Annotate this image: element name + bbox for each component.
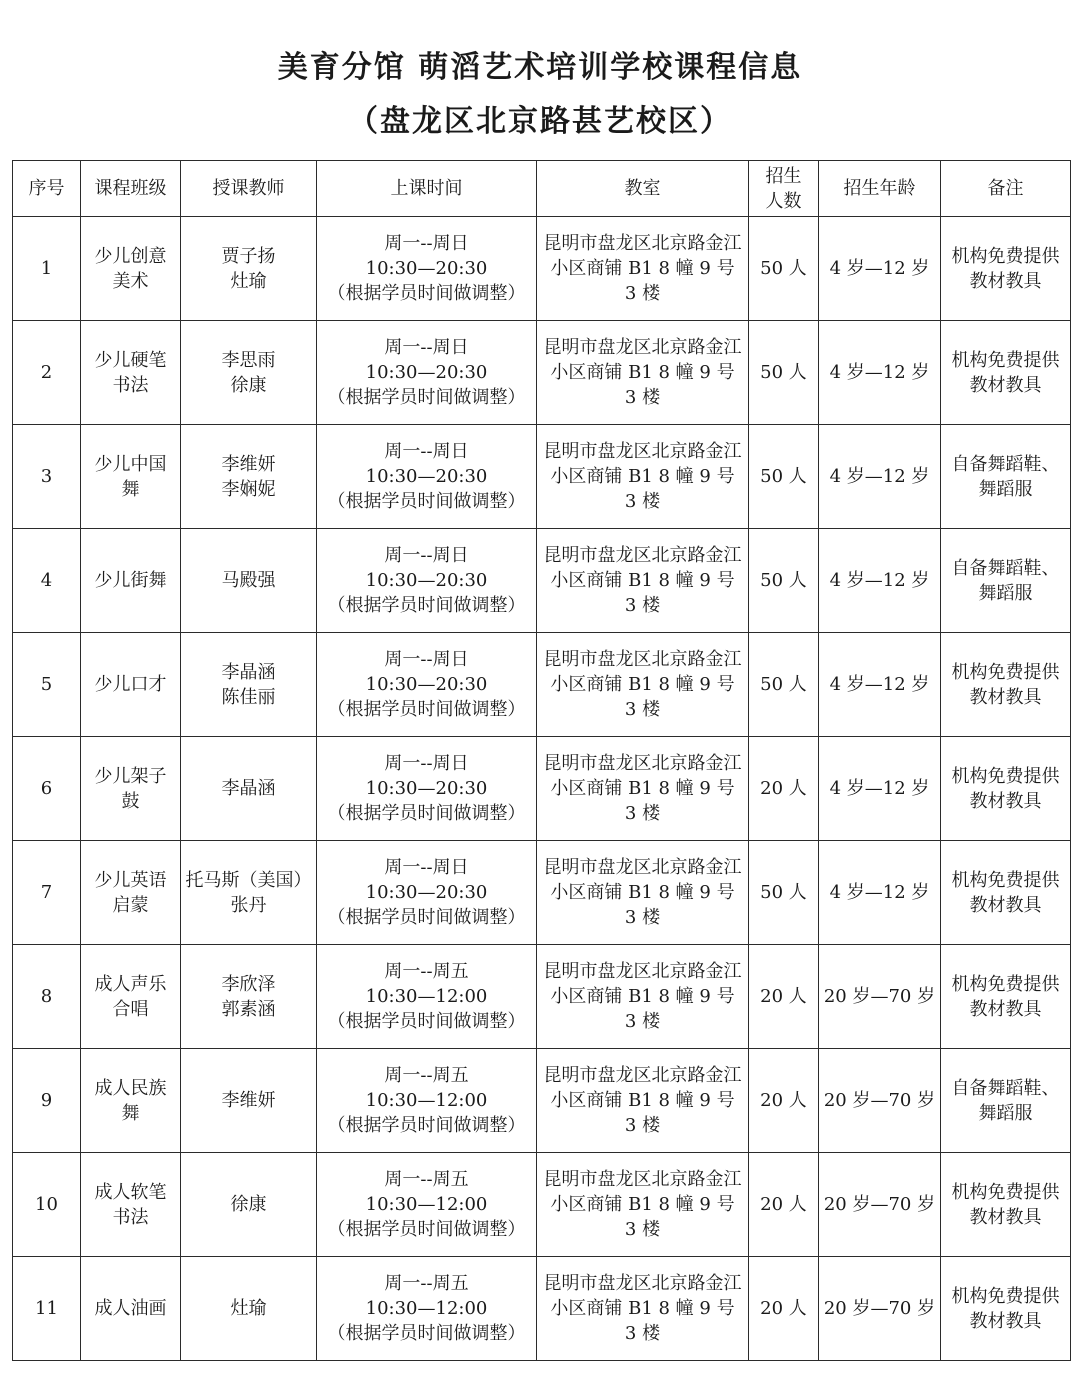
- cell-note-text: 机构免费提供教材教具: [951, 661, 1060, 708]
- cell-quota: [749, 425, 819, 529]
- cell-no-text: 10: [35, 1194, 58, 1215]
- cell-note-text: 自备舞蹈鞋、舞蹈服: [951, 557, 1060, 604]
- cell-course: [81, 737, 181, 841]
- cell-note: [941, 633, 1071, 737]
- document-title: 美育分馆 萌滔艺术培训学校课程信息: [277, 50, 803, 85]
- cell-room: [537, 1049, 749, 1153]
- table-row: [13, 633, 1071, 737]
- table-row: [13, 945, 1071, 1049]
- cell-no-text: 6: [40, 778, 53, 799]
- cell-age-text: 4 岁—12 岁: [829, 778, 930, 799]
- cell-note: [941, 529, 1071, 633]
- cell-note-text: 机构免费提供教材教具: [951, 1181, 1060, 1228]
- cell-time-line: （根据学员时间做调整）: [327, 595, 526, 616]
- cell-time: [317, 1257, 537, 1361]
- cell-time-line: 周一--周日: [384, 545, 469, 566]
- cell-teacher-line: 李欣泽: [221, 973, 276, 995]
- cell-quota-text: 20 人: [760, 1298, 807, 1319]
- cell-course-text: 少儿中国舞: [94, 453, 167, 500]
- cell-time-line: 10:30—20:30: [365, 466, 488, 487]
- cell-no: [13, 841, 81, 945]
- cell-time: [317, 1153, 537, 1257]
- cell-time-line: 10:30—20:30: [365, 362, 488, 383]
- cell-time-line: 周一--周日: [384, 337, 469, 358]
- cell-quota: [749, 737, 819, 841]
- cell-quota: [749, 841, 819, 945]
- cell-time: [317, 1049, 537, 1153]
- cell-no-text: 11: [35, 1298, 58, 1319]
- cell-note: [941, 425, 1071, 529]
- cell-teacher-line: 李维妍: [221, 1090, 276, 1111]
- cell-age-text: 4 岁—12 岁: [829, 466, 930, 487]
- cell-teacher-line: 灶瑜: [230, 270, 267, 292]
- cell-note-text: 机构免费提供教材教具: [951, 973, 1060, 1020]
- cell-teacher-line: 徐康: [230, 1194, 267, 1215]
- cell-no: [13, 1257, 81, 1361]
- header-time: 上课时间: [317, 161, 537, 217]
- cell-time-line: 10:30—20:30: [365, 674, 488, 695]
- cell-time-line: （根据学员时间做调整）: [327, 283, 526, 304]
- cell-time-line: 10:30—12:00: [365, 1090, 488, 1111]
- cell-no-text: 2: [40, 362, 53, 383]
- cell-age: [819, 217, 941, 321]
- cell-note-text: 自备舞蹈鞋、舞蹈服: [951, 1077, 1060, 1124]
- cell-course: [81, 841, 181, 945]
- cell-quota-text: 20 人: [760, 986, 807, 1007]
- cell-age-text: 20 岁—70 岁: [823, 1194, 936, 1215]
- cell-room: [537, 1153, 749, 1257]
- cell-teacher: [181, 529, 317, 633]
- cell-time-line: （根据学员时间做调整）: [327, 1323, 526, 1344]
- cell-time-line: 10:30—20:30: [365, 778, 488, 799]
- cell-no-text: 8: [40, 986, 53, 1007]
- cell-teacher-line: 徐康: [230, 374, 267, 396]
- cell-quota-text: 50 人: [760, 882, 807, 903]
- cell-time: [317, 841, 537, 945]
- cell-time-line: 周一--周日: [384, 441, 469, 462]
- cell-age: [819, 737, 941, 841]
- table-row: [13, 425, 1071, 529]
- table-row: [13, 529, 1071, 633]
- cell-course: [81, 321, 181, 425]
- cell-teacher: [181, 217, 317, 321]
- cell-time-line: （根据学员时间做调整）: [327, 387, 526, 408]
- cell-age: [819, 1153, 941, 1257]
- cell-quota: [749, 1257, 819, 1361]
- cell-course-text: 少儿硬笔书法: [94, 349, 167, 396]
- cell-teacher-line: 郭素涵: [221, 998, 276, 1020]
- cell-course: [81, 217, 181, 321]
- course-table: [12, 160, 1071, 1361]
- cell-quota-text: 50 人: [760, 362, 807, 383]
- cell-quota: [749, 529, 819, 633]
- cell-teacher: [181, 1153, 317, 1257]
- cell-time-line: （根据学员时间做调整）: [327, 1011, 526, 1032]
- cell-note: [941, 1257, 1071, 1361]
- header-quota: [749, 161, 819, 217]
- cell-time-line: 周一--周五: [384, 1273, 469, 1294]
- cell-room: [537, 841, 749, 945]
- cell-note-text: 机构免费提供教材教具: [951, 869, 1060, 916]
- cell-room-text: 昆明市盘龙区北京路金江小区商铺 B1 8 幢 9 号 3 楼: [543, 1065, 742, 1136]
- cell-teacher: [181, 321, 317, 425]
- cell-teacher-line: 贾子扬: [221, 245, 276, 267]
- cell-time-line: 周一--周日: [384, 233, 469, 254]
- cell-note: [941, 841, 1071, 945]
- cell-time-line: 10:30—12:00: [365, 1194, 488, 1215]
- cell-age-text: 4 岁—12 岁: [829, 570, 930, 591]
- cell-time: [317, 633, 537, 737]
- table-row: [13, 737, 1071, 841]
- cell-teacher: [181, 1049, 317, 1153]
- cell-room: [537, 945, 749, 1049]
- cell-teacher-line: 托马斯（美国）: [185, 869, 312, 891]
- cell-time: [317, 529, 537, 633]
- cell-teacher: [181, 633, 317, 737]
- table-row: [13, 321, 1071, 425]
- cell-room: [537, 633, 749, 737]
- cell-note: [941, 1153, 1071, 1257]
- cell-quota-text: 20 人: [760, 1194, 807, 1215]
- cell-no-text: 5: [40, 674, 53, 695]
- cell-teacher-line: 李晶涵: [221, 778, 276, 799]
- cell-time-line: 周一--周日: [384, 857, 469, 878]
- cell-quota-text: 20 人: [760, 1090, 807, 1111]
- cell-no: [13, 1153, 81, 1257]
- cell-time-line: （根据学员时间做调整）: [327, 803, 526, 824]
- cell-teacher: [181, 737, 317, 841]
- cell-quota: [749, 321, 819, 425]
- cell-note: [941, 217, 1071, 321]
- cell-room-text: 昆明市盘龙区北京路金江小区商铺 B1 8 幢 9 号 3 楼: [543, 649, 742, 720]
- cell-quota-text: 50 人: [760, 674, 807, 695]
- cell-room: [537, 425, 749, 529]
- cell-time-line: 周一--周日: [384, 649, 469, 670]
- cell-no-text: 4: [40, 570, 53, 591]
- cell-age: [819, 945, 941, 1049]
- cell-course: [81, 633, 181, 737]
- cell-time-line: 10:30—20:30: [365, 882, 488, 903]
- cell-teacher-line: 灶瑜: [230, 1298, 267, 1319]
- cell-room-text: 昆明市盘龙区北京路金江小区商铺 B1 8 幢 9 号 3 楼: [543, 857, 742, 928]
- table-body: [13, 217, 1071, 1361]
- cell-no: [13, 321, 81, 425]
- cell-note-text: 机构免费提供教材教具: [951, 245, 1060, 292]
- cell-quota: [749, 633, 819, 737]
- cell-note-text: 机构免费提供教材教具: [951, 349, 1060, 396]
- cell-teacher-line: 李维妍: [221, 453, 276, 475]
- cell-course: [81, 529, 181, 633]
- cell-teacher-line: 马殿强: [221, 570, 276, 591]
- cell-room-text: 昆明市盘龙区北京路金江小区商铺 B1 8 幢 9 号 3 楼: [543, 337, 742, 408]
- cell-no: [13, 529, 81, 633]
- header-teacher: 授课教师: [181, 161, 317, 217]
- cell-quota-text: 50 人: [760, 466, 807, 487]
- cell-room-text: 昆明市盘龙区北京路金江小区商铺 B1 8 幢 9 号 3 楼: [543, 961, 742, 1032]
- document-subtitle: （盘龙区北京路甚艺校区）: [348, 104, 732, 139]
- cell-age-text: 4 岁—12 岁: [829, 258, 930, 279]
- cell-note-text: 自备舞蹈鞋、舞蹈服: [951, 453, 1060, 500]
- cell-time-line: （根据学员时间做调整）: [327, 699, 526, 720]
- cell-quota: [749, 1049, 819, 1153]
- cell-age: [819, 529, 941, 633]
- cell-age: [819, 841, 941, 945]
- cell-teacher: [181, 841, 317, 945]
- cell-time: [317, 737, 537, 841]
- cell-no: [13, 1049, 81, 1153]
- cell-time-line: 周一--周五: [384, 1065, 469, 1086]
- cell-course-text: 少儿街舞: [94, 570, 167, 591]
- cell-course-text: 少儿英语启蒙: [94, 869, 167, 916]
- cell-teacher: [181, 1257, 317, 1361]
- cell-no: [13, 217, 81, 321]
- cell-room-text: 昆明市盘龙区北京路金江小区商铺 B1 8 幢 9 号 3 楼: [543, 1169, 742, 1240]
- cell-time-line: （根据学员时间做调整）: [327, 1115, 526, 1136]
- header-no: 序号: [13, 161, 81, 217]
- cell-time-line: （根据学员时间做调整）: [327, 491, 526, 512]
- cell-no-text: 9: [40, 1090, 53, 1111]
- cell-age: [819, 633, 941, 737]
- table-row: [13, 217, 1071, 321]
- header-age: 招生年龄: [819, 161, 941, 217]
- cell-time-line: 10:30—12:00: [365, 1298, 488, 1319]
- cell-age: [819, 1049, 941, 1153]
- table-row: [13, 1257, 1071, 1361]
- header-quota-line1: 招生: [765, 165, 802, 187]
- cell-note: [941, 321, 1071, 425]
- table-row: [13, 841, 1071, 945]
- cell-room-text: 昆明市盘龙区北京路金江小区商铺 B1 8 幢 9 号 3 楼: [543, 441, 742, 512]
- cell-age: [819, 1257, 941, 1361]
- cell-room: [537, 737, 749, 841]
- cell-no: [13, 945, 81, 1049]
- cell-age-text: 20 岁—70 岁: [823, 1298, 936, 1319]
- cell-age: [819, 321, 941, 425]
- cell-age-text: 20 岁—70 岁: [823, 1090, 936, 1111]
- cell-quota: [749, 217, 819, 321]
- cell-time: [317, 425, 537, 529]
- cell-teacher-line: 李晶涵: [221, 661, 276, 683]
- cell-time-line: 周一--周五: [384, 961, 469, 982]
- cell-room-text: 昆明市盘龙区北京路金江小区商铺 B1 8 幢 9 号 3 楼: [543, 1273, 742, 1344]
- cell-teacher-line: 李思雨: [221, 349, 276, 371]
- cell-course: [81, 1153, 181, 1257]
- cell-age-text: 4 岁—12 岁: [829, 362, 930, 383]
- cell-time-line: （根据学员时间做调整）: [327, 1219, 526, 1240]
- header-room: 教室: [537, 161, 749, 217]
- header-quota-line2: 人数: [765, 190, 802, 212]
- cell-time: [317, 945, 537, 1049]
- cell-quota: [749, 1153, 819, 1257]
- cell-course-text: 成人油画: [94, 1298, 167, 1319]
- cell-room-text: 昆明市盘龙区北京路金江小区商铺 B1 8 幢 9 号 3 楼: [543, 753, 742, 824]
- cell-course: [81, 1049, 181, 1153]
- cell-no: [13, 425, 81, 529]
- table-row: [13, 1049, 1071, 1153]
- cell-no-text: 3: [40, 466, 53, 487]
- cell-teacher-line: 张丹: [230, 894, 267, 916]
- table-row: [13, 1153, 1071, 1257]
- cell-teacher: [181, 945, 317, 1049]
- cell-quota: [749, 945, 819, 1049]
- cell-room: [537, 529, 749, 633]
- cell-time-line: 10:30—20:30: [365, 570, 488, 591]
- cell-room: [537, 217, 749, 321]
- cell-time-line: 周一--周五: [384, 1169, 469, 1190]
- header-course: 课程班级: [81, 161, 181, 217]
- cell-time-line: （根据学员时间做调整）: [327, 907, 526, 928]
- cell-teacher-line: 李娴妮: [221, 478, 276, 500]
- cell-course-text: 成人软笔书法: [94, 1181, 167, 1228]
- cell-no-text: 1: [40, 258, 53, 279]
- cell-note-text: 机构免费提供教材教具: [951, 1285, 1060, 1332]
- cell-age-text: 20 岁—70 岁: [823, 986, 936, 1007]
- cell-teacher-line: 陈佳丽: [221, 686, 276, 708]
- cell-note: [941, 1049, 1071, 1153]
- cell-age: [819, 425, 941, 529]
- header-note: 备注: [941, 161, 1071, 217]
- cell-quota-text: 20 人: [760, 778, 807, 799]
- cell-age-text: 4 岁—12 岁: [829, 882, 930, 903]
- cell-course-text: 少儿架子鼓: [94, 765, 167, 812]
- cell-room-text: 昆明市盘龙区北京路金江小区商铺 B1 8 幢 9 号 3 楼: [543, 233, 742, 304]
- cell-course-text: 成人民族舞: [94, 1077, 167, 1124]
- cell-time-line: 周一--周日: [384, 753, 469, 774]
- cell-time-line: 10:30—12:00: [365, 986, 488, 1007]
- cell-note: [941, 945, 1071, 1049]
- header-row: [13, 161, 1071, 217]
- cell-no-text: 7: [40, 882, 53, 903]
- cell-room-text: 昆明市盘龙区北京路金江小区商铺 B1 8 幢 9 号 3 楼: [543, 545, 742, 616]
- cell-course-text: 少儿创意美术: [94, 245, 167, 292]
- cell-course: [81, 425, 181, 529]
- cell-course: [81, 945, 181, 1049]
- cell-room: [537, 1257, 749, 1361]
- cell-no: [13, 633, 81, 737]
- cell-quota-text: 50 人: [760, 258, 807, 279]
- cell-time: [317, 217, 537, 321]
- cell-room: [537, 321, 749, 425]
- cell-course-text: 少儿口才: [94, 674, 167, 695]
- cell-note: [941, 737, 1071, 841]
- cell-teacher: [181, 425, 317, 529]
- cell-course: [81, 1257, 181, 1361]
- cell-time: [317, 321, 537, 425]
- cell-quota-text: 50 人: [760, 570, 807, 591]
- cell-course-text: 成人声乐合唱: [94, 973, 167, 1020]
- cell-age-text: 4 岁—12 岁: [829, 674, 930, 695]
- cell-time-line: 10:30—20:30: [365, 258, 488, 279]
- cell-no: [13, 737, 81, 841]
- cell-note-text: 机构免费提供教材教具: [951, 765, 1060, 812]
